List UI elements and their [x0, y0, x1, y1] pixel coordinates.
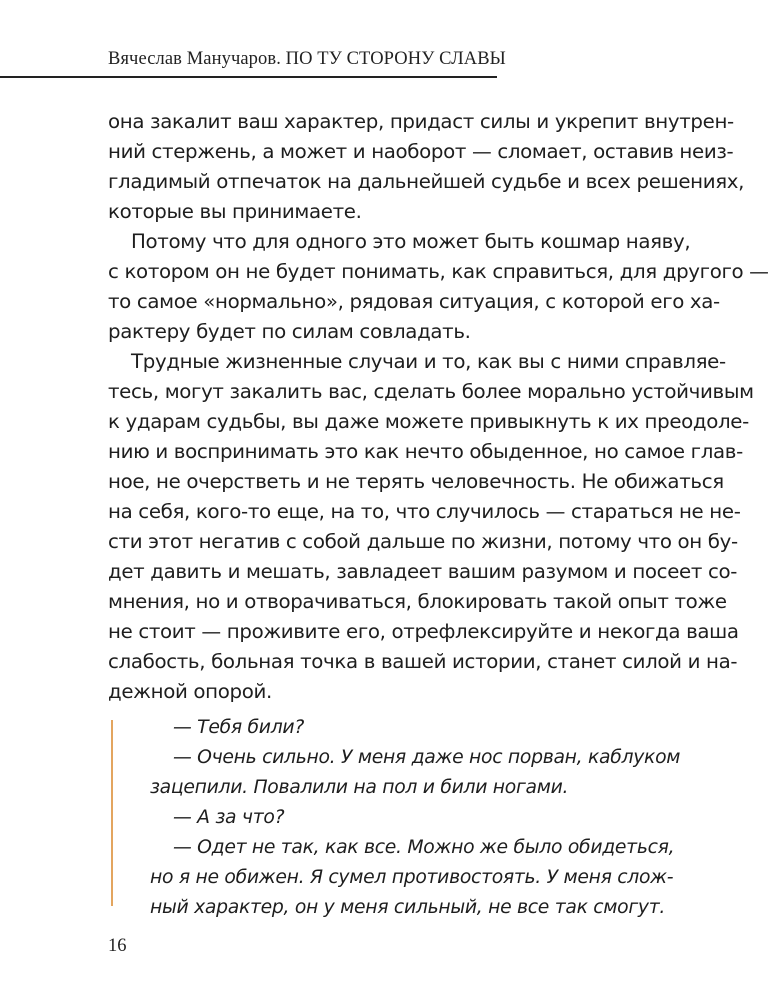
text-line: тесь, могут закалить вас, сделать более морально устойчивым: [108, 380, 754, 403]
quote-line: — А за что?: [173, 807, 285, 828]
text-line: гладимый отпечаток на дальнейшей судьбе и всех решениях,: [108, 170, 745, 193]
text-line: дет давить и мешать, завладеет вашим разумом и посеет со-: [108, 560, 738, 583]
running-header: [0, 0, 773, 84]
quote-line: — Тебя били?: [173, 717, 304, 738]
quote-line: — Одет не так, как все. Можно же было обидеться,: [173, 837, 675, 858]
header-rule: [0, 76, 497, 78]
quote-line: зацепили. Повалили на пол и били ногами.: [150, 777, 569, 798]
quote-line: ный характер, он у меня сильный, не все так смогут.: [150, 897, 666, 918]
quote-line: но я не обижен. Я сумел противостоять. У меня слож-: [150, 867, 674, 888]
page-number: 16: [108, 936, 127, 956]
text-line: нию и воспринимать это как нечто обыденное, но самое глав-: [108, 440, 743, 463]
text-line: мнения, но и отворачиваться, блокировать такой опыт тоже: [108, 590, 727, 613]
text-line: слабость, больная точка в вашей истории, станет силой и на-: [108, 650, 738, 673]
text-line: к ударам судьбы, вы даже можете привыкнуть к их преодоле-: [108, 410, 749, 433]
text-line: ний стержень, а может и наоборот — сломает, оставив неиз-: [108, 140, 734, 163]
text-line: ное, не очерстветь и не терять человечность. Не обижаться: [108, 470, 724, 493]
running-title: Вячеслав Манучаров. ПО ТУ СТОРОНУ СЛАВЫ: [108, 49, 506, 69]
text-line: на себя, кого-то еще, на то, что случилось — стараться не не-: [108, 500, 741, 523]
text-line: не стоит — проживите его, отрефлексируйте и некогда ваша: [108, 620, 739, 643]
text-line: она закалит ваш характер, придаст силы и укрепит внутрен-: [108, 110, 734, 133]
quote-line: — Очень сильно. У меня даже нос порван, каблуком: [173, 747, 681, 768]
quote-accent-bar: [111, 720, 113, 906]
text-line: Потому что для одного это может быть кошмар наяву,: [131, 230, 691, 253]
text-line: то самое «нормально», рядовая ситуация, с которой его ха-: [108, 290, 720, 313]
text-line: которые вы принимаете.: [108, 200, 362, 223]
text-line: сти этот негатив с собой дальше по жизни, потому что он бу-: [108, 530, 738, 553]
text-line: с котором он не будет понимать, как справиться, для другого —: [108, 260, 769, 283]
text-line: рактеру будет по силам совладать.: [108, 320, 471, 343]
text-line: дежной опорой.: [108, 680, 272, 703]
text-line: Трудные жизненные случаи и то, как вы с ними справляе-: [131, 350, 726, 373]
